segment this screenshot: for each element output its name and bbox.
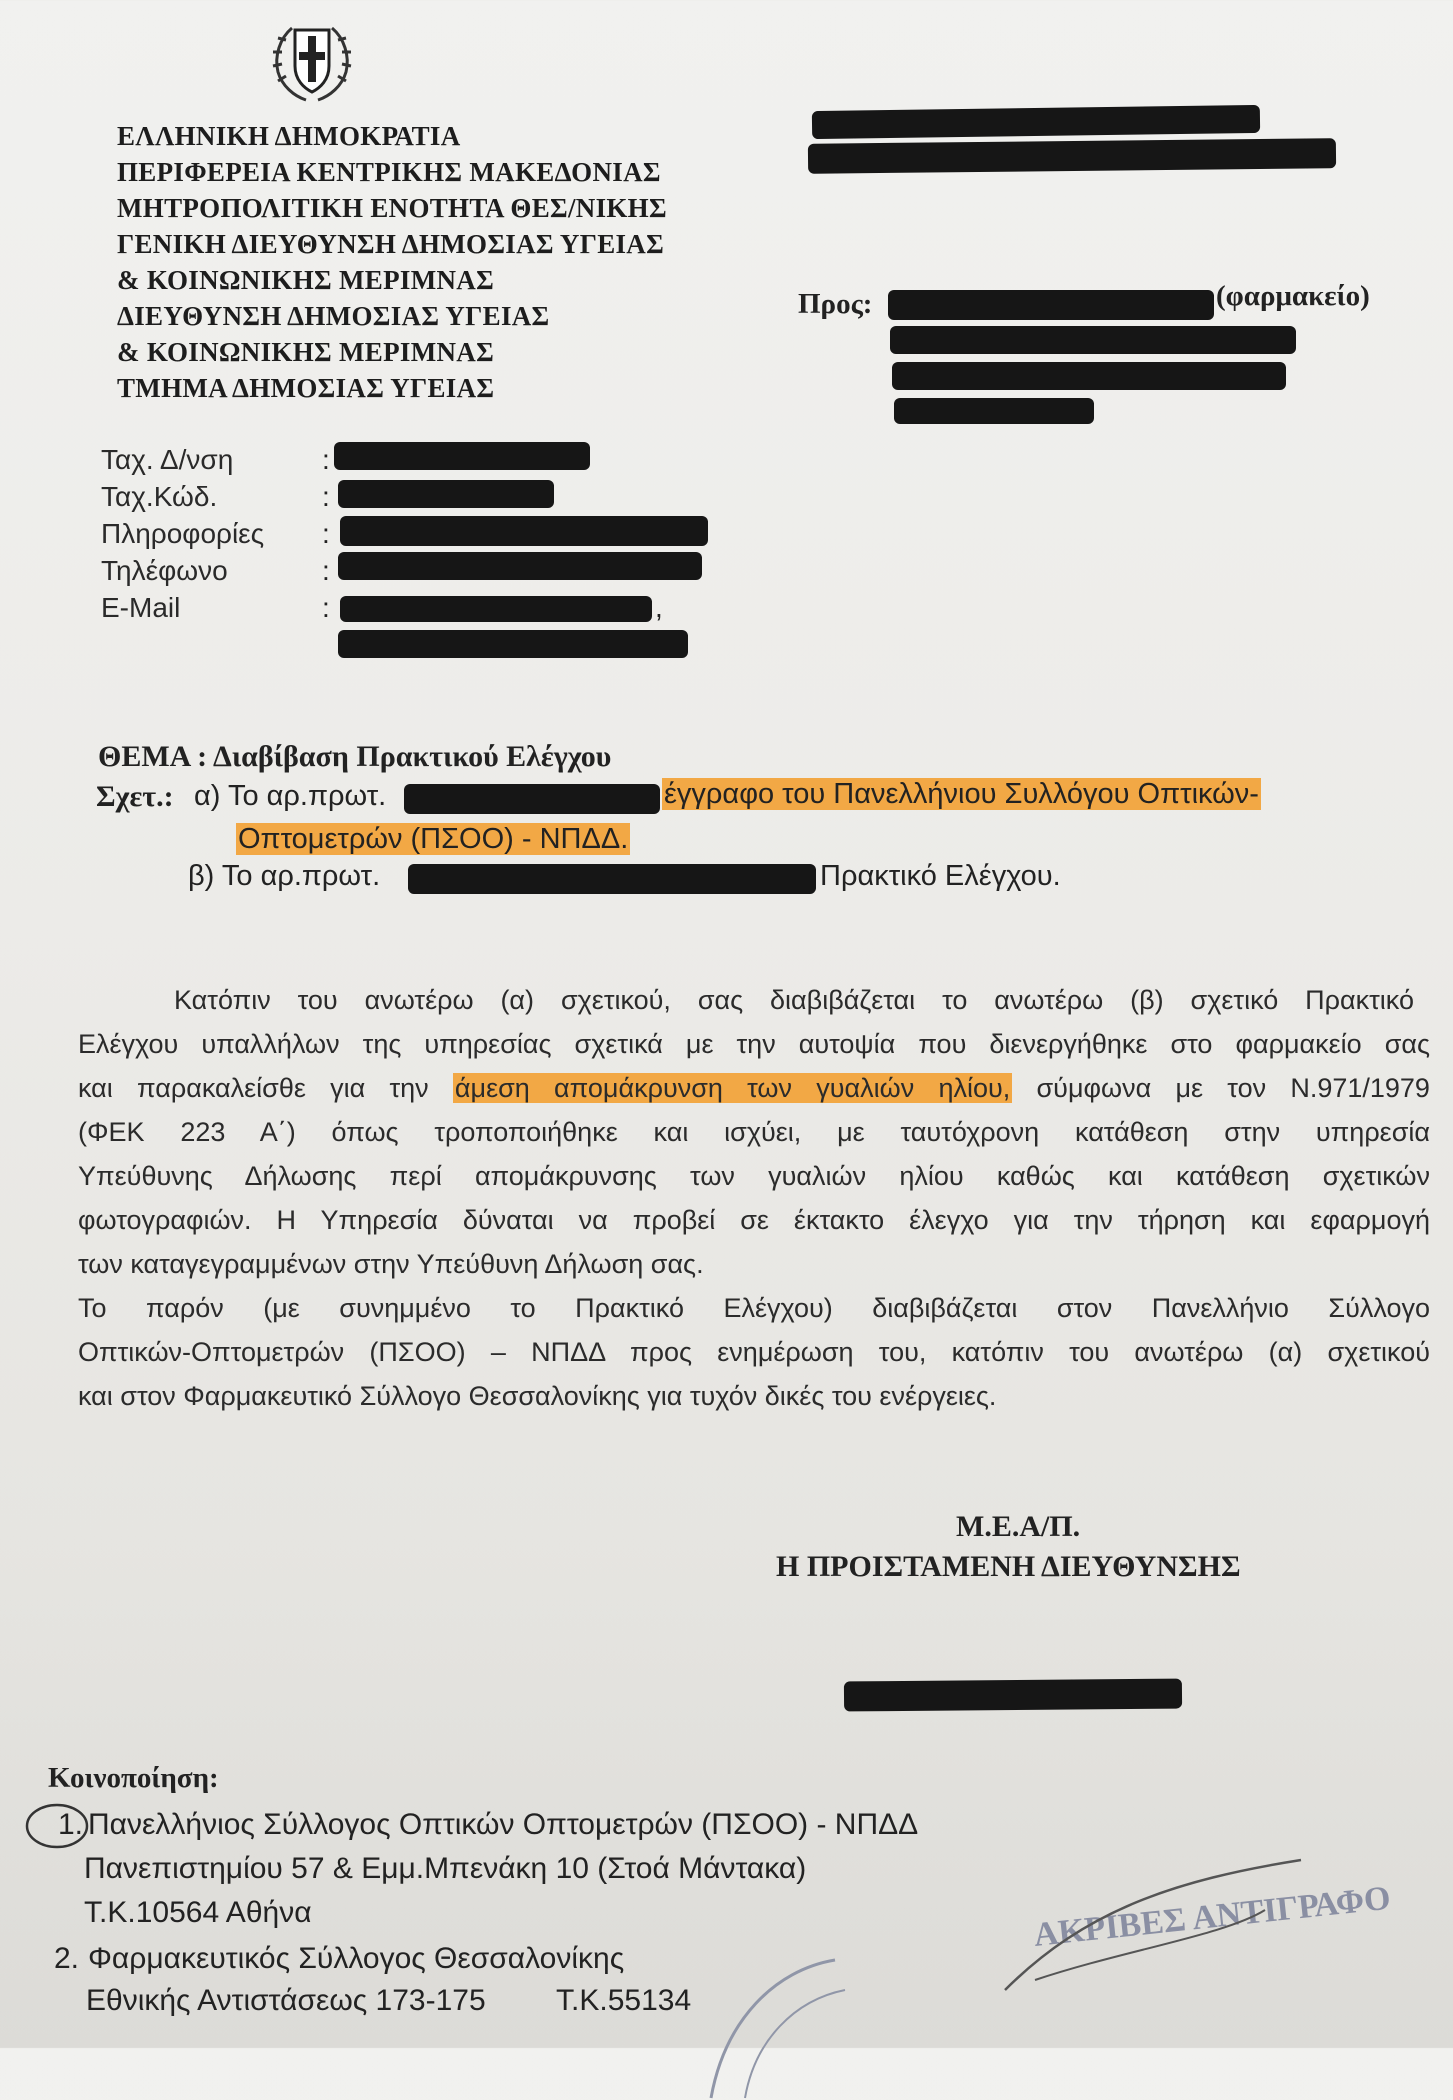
redacted-postcode [338,480,554,508]
cc-item-address: Εθνικής Αντιστάσεως 173-175 [86,1984,486,2017]
body-text: σύμφωνα με τον Ν.971/1979 [1036,1073,1430,1103]
contact-label-email: E-Mail [101,592,181,623]
body-line [78,1066,1430,1110]
redacted-recipient-address [890,326,1296,354]
signature-title-2: Η ΠΡΟΙΣΤΑΜΕΝΗ ΔΙΕΥΘΥΝΣΗΣ [776,1550,1241,1583]
contact-label-address: Ταχ. Δ/νση [101,444,234,475]
body-line: Υπεύθυνης Δήλωσης περί απομάκρυνσης των γυαλιών ηλίου καθώς και κατάθεση σχετικών [78,1161,1430,1191]
redacted-reference-b-number [408,864,816,894]
colon: : [322,555,330,586]
cc-item-city: Τ.Κ.10564 Αθήνα [84,1896,312,1929]
reference-a-document [662,778,1261,811]
highlighted-text: άμεση απομάκρυνση των γυαλιών ηλίου, [454,1073,1011,1103]
body-line: και στον Φαρμακευτικό Σύλλογο Θεσσαλονίκης για τυχόν δικές του ενέργειες. [78,1381,997,1411]
redacted-recipient-city [894,398,1094,424]
header-line: & ΚΟΙΝΩΝΙΚΗΣ ΜΕΡΙΜΝΑΣ [117,265,495,295]
contact-label-postcode: Ταχ.Κώδ. [101,481,218,512]
colon: : [322,481,330,512]
redacted-recipient-name [888,290,1214,320]
cc-item-name: Φαρμακευτικός Σύλλογος Θεσσαλονίκης [88,1942,625,1975]
cc-item-address: Πανεπιστημίου 57 & Εμμ.Μπενάκη 10 (Στοά Μάντακα) [84,1852,807,1885]
header-line: ΔΙΕΥΘΥΝΣΗ ΔΗΜΟΣΙΑΣ ΥΓΕΙΑΣ [117,301,550,331]
cc-item-postal: Τ.Κ.55134 [556,1984,692,2017]
stamp-text: ΑΚΡΙΒΕΣ ΑΝΤΙΓΡΑΦΟ [1031,1879,1393,1954]
body-text: και παρακαλείσθε για την [78,1073,429,1103]
reference-a-prefix: α) Το αρ.πρωτ. [194,780,387,812]
reference-label: Σχετ.: [96,780,174,813]
redacted-recipient-postal [892,362,1286,390]
recipient-type: (φαρμακείο) [1216,280,1370,312]
cc-label: Κοινοποίηση: [48,1762,219,1794]
body-line: (ΦΕΚ 223 Α΄) όπως τροποποιήθηκε και ισχύει, με ταυτόχρονη κατάθεση στην υπηρεσία [78,1117,1430,1147]
email-comma: , [655,592,663,623]
subject-text: Διαβίβαση Πρακτικού Ελέγχου [213,740,612,773]
redacted-email-1 [340,596,652,622]
greek-coat-of-arms-icon [262,8,362,108]
highlighted-text: έγγραφο του Πανελλήνιου Συλλόγου Οπτικών- [664,778,1259,810]
subject-label: ΘΕΜΑ : [98,740,208,773]
header-line: ΤΜΗΜΑ ΔΗΜΟΣΙΑΣ ΥΓΕΙΑΣ [117,373,495,403]
header-line: ΕΛΛΗΝΙΚΗ ΔΗΜΟΚΡΑΤΙΑ [117,121,461,151]
body-line: φωτογραφιών. Η Υπηρεσία δύναται να προβεί σε έκτακτο έλεγχο για την τήρηση και εφαρμογή [78,1205,1430,1235]
body-line: των καταγεγραμμένων στην Υπεύθυνη Δήλωση σας. [78,1249,704,1279]
body-line: Ελέγχου υπαλλήλων της υπηρεσίας σχετικά με την αυτοψία που διενεργήθηκε στο φαρμακείο σας [78,1029,1430,1059]
highlighted-text: Οπτομετρών (ΠΣΟΟ) - ΝΠΔΔ. [238,823,629,855]
colon: : [322,444,330,475]
redacted-phone [338,552,702,580]
contact-label-info: Πληροφορίες [101,518,265,549]
redacted-email-2 [338,630,688,658]
recipient-label: Προς: [798,288,873,320]
body-line: Κατόπιν του ανωτέρω (α) σχετικού, σας διαβιβάζεται το ανωτέρω (β) σχετικό Πρακτικό [174,985,1414,1015]
redacted-date [812,105,1260,139]
redacted-signatory-name [844,1679,1182,1712]
certified-copy-stamp [705,1840,1393,2100]
redacted-protocol-number [808,138,1336,174]
header-line: & ΚΟΙΝΩΝΙΚΗΣ ΜΕΡΙΜΝΑΣ [117,337,495,367]
issuer-header [117,118,667,406]
contact-label-phone: Τηλέφωνο [101,555,228,586]
header-line: ΓΕΝΙΚΗ ΔΙΕΥΘΥΝΣΗ ΔΗΜΟΣΙΑΣ ΥΓΕΙΑΣ [117,229,665,259]
reference-b-prefix: β) Το αρ.πρωτ. [188,860,381,892]
body-line: Το παρόν (με συνημμένο το Πρακτικό Ελέγχου) διαβιβάζεται στον Πανελλήνιο Σύλλογο [78,1293,1430,1323]
reference-a-sender [236,823,630,856]
colon: : [322,518,330,549]
cc-item-number: 1. [58,1808,84,1841]
cc-item-number: 2. [54,1942,80,1975]
header-line: ΠΕΡΙΦΕΡΕΙΑ ΚΕΝΤΡΙΚΗΣ ΜΑΚΕΔΟΝΙΑΣ [117,157,661,187]
cc-item-name: Πανελλήνιος Σύλλογος Οπτικών Οπτομετρών (ΠΣΟΟ) - ΝΠΔΔ [88,1808,919,1841]
redacted-address [334,442,590,470]
signature-title-1: Μ.Ε.Α/Π. [956,1510,1081,1543]
reference-b-document: Πρακτικό Ελέγχου. [820,860,1061,892]
header-line: ΜΗΤΡΟΠΟΛΙΤΙΚΗ ΕΝΟΤΗΤΑ ΘΕΣ/ΝΙΚΗΣ [117,193,667,223]
redacted-reference-a-number [404,784,660,814]
redacted-info-person [340,516,708,546]
subject-line [98,740,611,774]
colon: : [322,592,330,623]
body-line: Οπτικών-Οπτομετρών (ΠΣΟΟ) – ΝΠΔΔ προς ενημέρωση του, κατόπιν του ανωτέρω (α) σχετικού [78,1337,1430,1367]
